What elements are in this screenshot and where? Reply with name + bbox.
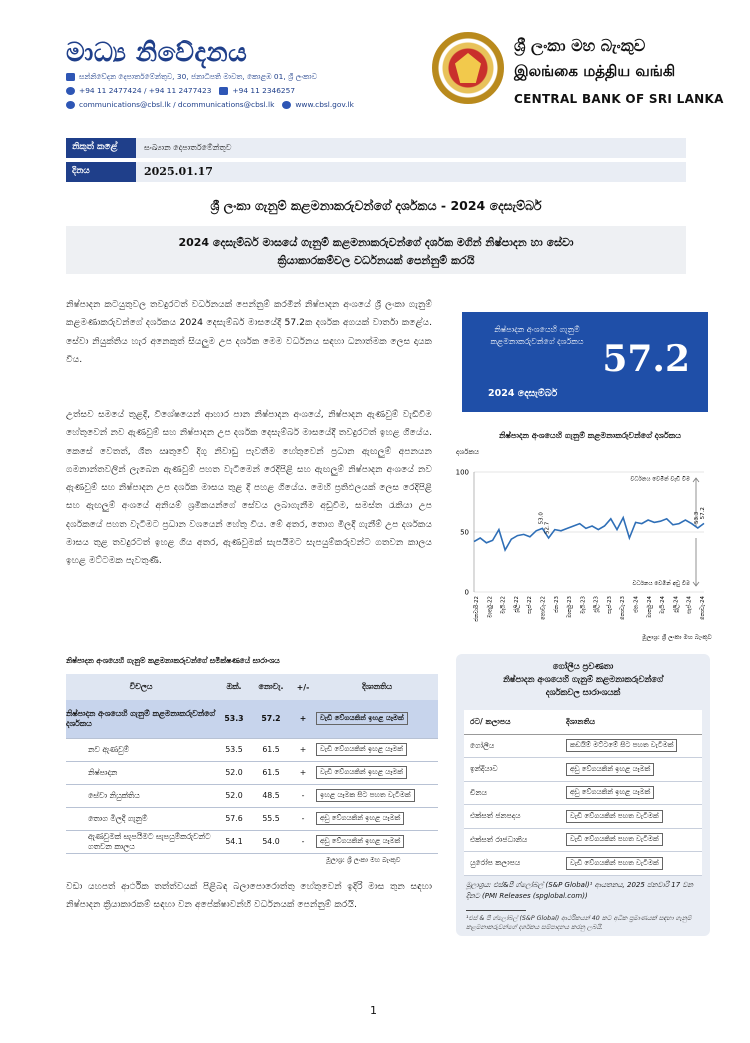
x-tick-label: මැයි-22 <box>500 596 507 615</box>
page-number: 1 <box>370 1004 377 1017</box>
row-region: එක්සත් රාජධානිය <box>464 828 560 852</box>
highlight-label: නිෂ්පාදන අංශයෙහි ගැනුම් කළමනාකරුවන්ගේ දර්ශකය <box>490 325 584 346</box>
x-tick-label: මාර්තු-23 <box>567 596 574 619</box>
y-axis-label: දර්ශකය <box>456 448 480 456</box>
date-value: 2025.01.17 <box>136 162 686 182</box>
issued-by-value: සංඛ්‍යාන දෙපාර්තමේන්තුව <box>136 138 686 158</box>
x-tick-label: නොවැ-22 <box>540 596 547 621</box>
col-global-direction: දිශානතිය <box>560 710 702 734</box>
global-panel-footnote: ¹එස් & පී ග්ලෝබල් (S&P Global) ආර්ථිකයන් 40 කට අධික ප්‍රමාණයක් සඳහා ගැනුම් කළමනාකරුවන්ගේ දර්ශකය සම්පාදනය කරනු ලබයි. <box>466 915 692 931</box>
row-region: ගෝලීය <box>464 734 560 758</box>
x-tick-label: සැප්-22 <box>527 596 534 614</box>
x-tick-label: සැප්-24 <box>686 596 693 614</box>
table-row <box>66 830 438 853</box>
row-oct: 53.3 <box>216 700 252 738</box>
annotation-contraction: වර්ධනය වෙමින් අඩු වීම <box>632 580 690 587</box>
row-variable: නිෂ්පාදන අංශයෙහි ගැනුම් කළමනාකරුවන්ගේ දර්ශකය <box>66 700 216 738</box>
table-row <box>464 828 702 852</box>
row-change: - <box>290 784 316 807</box>
row-global-direction: වැඩි වේගයකින් පහත වැටීමක් <box>566 810 663 823</box>
row-global-direction: අඩු වේගයකින් ඉහළ යෑමක් <box>566 786 654 799</box>
subtitle-box <box>66 226 686 274</box>
row-global-direction: වැඩි වේගයකින් පහත වැටීමක් <box>566 857 663 870</box>
row-global-direction: කඩයිම් මට්ටමේ සිට පහත වැටීමක් <box>566 739 677 752</box>
data-label: 53.3 <box>693 511 700 525</box>
data-label: 53.0 <box>538 512 545 525</box>
row-variable: සේවා නියුක්තිය <box>66 784 216 807</box>
paragraph-2: උත්සව සමයේ තුළදී, විශේෂයෙන් ආහාර පාන නිෂ්පාදන අංශයේ, නිෂ්පාදන ඇණවුම් වැඩිවීම හේතුවෙන් නව ඇණවුම් සහ නිෂ්පාදන උප දර්ශක දෙසැම්බර් මාසයේදී තවදුරටත් ඉහළ ගියේය. කෙසේ වෙතත්, ශීත ඍතුවේ දිගු නිවාඩු පැවතීම හේතුවෙන් ප්‍රධාන ඇඟලුම් අපනයන ගමනාන්තවලින් ලැබෙන ඇණවුම් පහත වැටීමෙන් රෙදිපිළි සහ ඇඟලුම් නිෂ්පාදන අංශයේ නව ඇණවුම් සහ නිෂ්පාදන උප දර්ශක මාසය තුළ දී පහළ ගියේය. මෙහි ප්‍රතිඵලයක් ලෙස රෙදිපිළි සහ ඇඟලුම් අංශයේ අනියම් ශ්‍රමිකයන්ගේ සේවය ලබාගැනීම අඩුවීම, සමස්ත රැකියා උප දර්ශකයේ පහත වැටීමට ප්‍රධාන වශයෙන් හේතු විය. මේ අතර, තොග මිලදී ගැනීම් උප දර්ශකය මාසය තුළ තවදුරටත් ඉහළ ගිය අතර, ඇණවුමක් සැපයීමට සැපයුම්කරුවන්ට ගතවන කාලය ඉහළ මට්ටමක පැවතුණි. <box>66 409 432 567</box>
row-nov: 57.2 <box>252 700 290 738</box>
x-tick-label: ජනවාරි-22 <box>474 596 480 622</box>
data-label: 52.7 <box>544 521 551 534</box>
row-oct: 52.0 <box>216 761 252 784</box>
table-row <box>66 784 438 807</box>
x-tick-label: ජූලි-24 <box>673 596 680 613</box>
pmi-series-line <box>474 518 704 550</box>
at-icon <box>66 101 75 109</box>
row-change: + <box>290 738 316 761</box>
row-region: එක්සත් ජනපදය <box>464 805 560 829</box>
bank-name-sinhala: ශ්‍රී ලංකා මහ බැංකුව <box>514 36 646 55</box>
table-row <box>464 781 702 805</box>
row-direction: වැඩි වේගයකින් ඉහළ යෑමක් <box>316 766 407 779</box>
issued-by-label: නිකුත් කළේ <box>66 138 136 158</box>
row-oct: 53.5 <box>216 738 252 761</box>
row-nov: 54.0 <box>252 830 290 853</box>
bank-name-tamil: இலங்கை மத்திய வங்கி <box>514 62 676 80</box>
paragraph-3: වඩා යහපත් ආර්ථික තත්ත්වයක් පිළිබඳ බලාපොරොත්තු හේතුවෙන් ඉදිරි මාස තුන සඳහා නිෂ්පාදන ක්‍රියාකාරකම් සඳහා වන අපේක්ෂාවන්හි වර්ධනයක් පෙන්නුම් කරයි. <box>66 881 432 911</box>
row-direction: අඩු වේගයකින් ඉහළ යෑමක් <box>316 812 404 825</box>
x-tick-label: ජන-24 <box>633 596 640 613</box>
envelope-icon <box>66 73 75 81</box>
x-tick-label: මැයි-24 <box>660 596 667 615</box>
row-oct: 57.6 <box>216 807 252 830</box>
phone-line: +94 11 2477424 / +94 11 2477423 +94 11 2346257 <box>66 86 295 95</box>
data-label: 57.2 <box>700 507 706 520</box>
row-change: + <box>290 700 316 738</box>
summary-table <box>66 674 438 854</box>
chart-source: මූලාශ්‍ර: ශ්‍රී ලංකා මහ බැංකුව <box>642 634 712 641</box>
table-row <box>464 805 702 829</box>
row-region: චීනය <box>464 781 560 805</box>
x-tick-label: සැප්-23 <box>606 596 613 614</box>
row-oct: 52.0 <box>216 784 252 807</box>
row-nov: 55.5 <box>252 807 290 830</box>
col-region: රට/ කලාපය <box>464 710 560 734</box>
y-tick-label: 50 <box>460 528 469 537</box>
row-variable: තොග මිලදී ගැනුම් <box>66 807 216 830</box>
row-change: + <box>290 761 316 784</box>
table-row <box>66 700 438 738</box>
x-tick-label: නොවැ-23 <box>620 596 627 621</box>
bank-seal-logo <box>432 32 504 104</box>
row-global-direction: වැඩි වේගයකින් පහත වැටීමක් <box>566 833 663 846</box>
row-oct: 54.1 <box>216 830 252 853</box>
row-change: - <box>290 807 316 830</box>
table-row <box>66 761 438 784</box>
y-tick-label: 0 <box>464 588 469 597</box>
annotation-expansion: වර්ධනය වෙමින් වැඩි වීම <box>630 476 690 483</box>
summary-table-title: නිෂ්පාදන අංශයෙහි ගැනුම් කළමනාකරුවන්ගේ සමීක්ෂණයේ සාරාංශය <box>66 656 280 665</box>
col-change: +/- <box>290 674 316 700</box>
paragraph-1: නිෂ්පාදන කටයුතුවල තවදුරටත් වර්ධනයක් පෙන්නුම් කරමින් නිෂ්පාදන අංශයේ ශ්‍රී ලංකා ගැනුම් කළමණාකරුවන්ගේ දර්ශකය 2024 දෙසැම්බර් මාසයේදී 57.2ක දර්ශක අගයක් වාර්තා කළේය. සේවා නියුක්තිය හැර අනෙකුත් සියලුම උප දර්ශක මෙම වර්ධනය සඳහා ධනාත්මක ලෙස දායක විය. <box>66 299 432 365</box>
chart-title: නිෂ්පාදන අංශයෙහි ගැනුම් කළමනාකරුවන්ගේ දර්ශකය <box>499 431 681 440</box>
row-direction: අඩු වේගයකින් ඉහළ යෑමක් <box>316 835 404 848</box>
phone-icon <box>66 87 75 95</box>
email-link[interactable]: communications@cbsl.lk / dcommunications@cbsl.lk <box>79 100 275 109</box>
x-tick-label: මැයි-23 <box>580 596 587 615</box>
row-region: ඉන්දියාව <box>464 758 560 782</box>
table-row <box>464 852 702 876</box>
row-direction: ඉහළ යෑමක සිට පහත වැටීමක් <box>316 789 415 802</box>
footnote-divider <box>466 910 526 911</box>
pmi-highlight-box <box>462 312 708 412</box>
fax-icon <box>219 87 228 95</box>
highlight-value: 57.2 <box>602 338 690 380</box>
x-tick-label: ජූලි-23 <box>593 596 600 613</box>
x-tick-label: මාර්තු-24 <box>646 596 653 619</box>
subtitle-line2: ක්‍රියාකාරකම්වල වර්ධනයක් පෙන්නුම් කරයි <box>277 254 475 267</box>
col-direction: දිශානතිය <box>316 674 438 700</box>
website-link[interactable]: www.cbsl.gov.lk <box>295 100 354 109</box>
row-nov: 48.5 <box>252 784 290 807</box>
x-tick-label: මාර්තු-22 <box>487 596 494 619</box>
col-variable: විචලය <box>66 674 216 700</box>
row-variable: නිෂ්පාදන <box>66 761 216 784</box>
row-variable: ඇණවුමක් සැපයීමට සැපයුම්කරුවන්ට ගතවන කාලය <box>66 830 216 853</box>
row-region: යුරෝප කලාපය <box>464 852 560 876</box>
address-line: සන්නිවේදන දෙපාර්තමේන්තුව, 30, ජනාධිපති මාවත, කොළඹ 01, ශ්‍රී ලංකාව <box>66 72 317 82</box>
x-tick-label: නොවැ-24 <box>700 596 706 621</box>
table-row <box>464 758 702 782</box>
col-oct: ඔක්. <box>216 674 252 700</box>
release-heading: මාධ්‍ය නිවේදනය <box>66 38 248 68</box>
row-direction: වැඩි වේගයකින් ඉහළ යෑමක් <box>316 712 408 725</box>
globe-icon <box>282 101 291 109</box>
global-panel-title: ගෝලීය ප්‍රවණතා නිෂ්පාදන අංශයෙහි ගැනුම් කළමනාකරුවන්ගේ දර්ශකවල සාරාංශයක් <box>503 661 663 697</box>
global-panel-source: මූලාශ්‍රය: එස්&පී ග්ලෝබල් (S&P Global)¹ ආයතනය, 2025 ජනවාරි 17 වන දිනට (PMI Releases (spglobal.com)) <box>466 881 694 900</box>
y-tick-label: 100 <box>455 468 469 477</box>
table-row <box>464 734 702 758</box>
row-global-direction: අඩු වේගයකින් ඉහළ යෑමක් <box>566 763 654 776</box>
bank-name-english: CENTRAL BANK OF SRI LANKA <box>514 92 724 106</box>
date-label: දිනය <box>66 162 136 182</box>
row-nov: 61.5 <box>252 761 290 784</box>
subtitle-line1: 2024 දෙසැම්බර් මාසයේ ගැනුම් කළමනාකරුවන්ගේ දර්ශක මගින් නිෂ්පාදන හා සේවා <box>178 236 574 249</box>
col-nov: නොවැ. <box>252 674 290 700</box>
row-direction: වැඩි වේගයකින් ඉහළ යෑමක් <box>316 743 407 756</box>
row-change: - <box>290 830 316 853</box>
table-row <box>66 807 438 830</box>
row-nov: 61.5 <box>252 738 290 761</box>
table-row <box>66 738 438 761</box>
row-variable: නව ඇණවුම් <box>66 738 216 761</box>
highlight-period: 2024 දෙසැම්බර් <box>488 388 558 399</box>
summary-table-source: මූලාශ්‍ර: ශ්‍රී ලංකා මහ බැංකුව <box>326 856 401 864</box>
global-trends-table <box>464 710 702 876</box>
x-tick-label: ජන-23 <box>553 596 560 613</box>
pmi-line-chart <box>446 446 718 646</box>
page-title: ශ්‍රී ලංකා ගැනුම් කළමනාකරුවන්ගේ දර්ශකය - 2024 දෙසැම්බර් <box>210 198 542 213</box>
email-line <box>66 100 354 109</box>
x-tick-label: ජූලි-22 <box>513 596 520 613</box>
